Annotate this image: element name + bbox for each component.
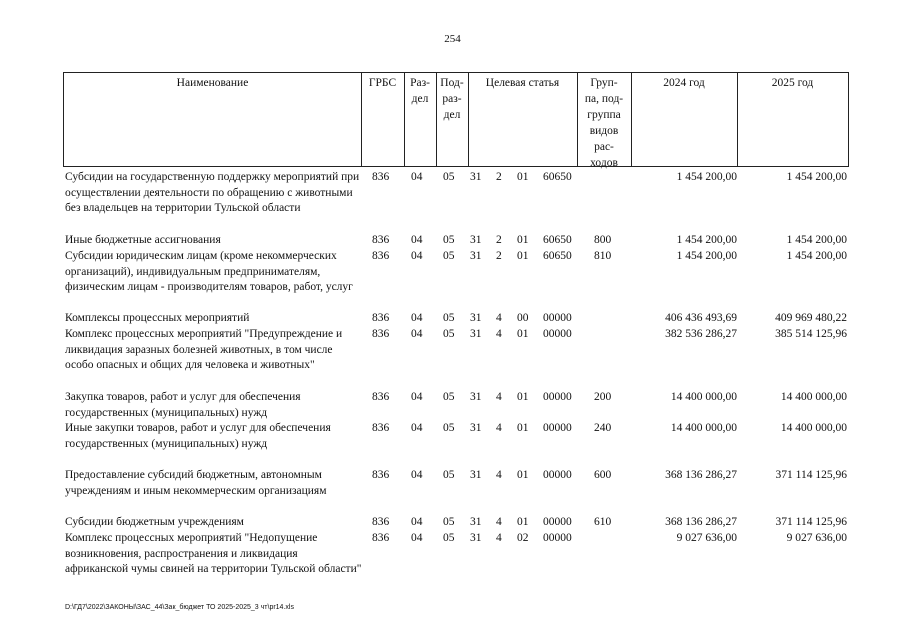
cell-rz: 04 — [411, 312, 423, 324]
cell-t2: 4 — [496, 328, 502, 340]
cell-grbs: 836 — [372, 469, 390, 481]
file-path-footer: D:\ГД7\2022\ЗАКОНЫ\ЗАС_44\Зак_бюджет ТО 2025-2025_3 чт\pr14.xls — [65, 604, 294, 611]
cell-t1: 31 — [470, 469, 482, 481]
header-name: Наименование — [176, 77, 249, 89]
cell-t4: 00000 — [543, 328, 572, 340]
cell-t4: 00000 — [543, 516, 572, 528]
cell-t1: 31 — [470, 328, 482, 340]
cell-t3: 01 — [517, 171, 529, 183]
cell-t4: 00000 — [543, 532, 572, 544]
cell-y2024: 14 400 000,00 — [670, 391, 737, 403]
cell-name: Предоставление субсидий бюджетным, автономным учреждениям и иным некоммерческим организациям — [65, 469, 327, 497]
cell-grbs: 836 — [372, 234, 390, 246]
cell-t2: 4 — [496, 516, 502, 528]
cell-vr: 610 — [594, 516, 612, 528]
cell-pr: 05 — [443, 422, 455, 434]
cell-y2025: 409 969 480,22 — [775, 312, 847, 324]
cell-y2025: 14 400 000,00 — [780, 422, 847, 434]
cell-vr: 240 — [594, 422, 612, 434]
cell-grbs: 836 — [372, 391, 390, 403]
cell-y2025: 371 114 125,96 — [775, 469, 847, 481]
cell-vr: 600 — [594, 469, 612, 481]
cell-t2: 4 — [496, 532, 502, 544]
cell-grbs: 836 — [372, 532, 390, 544]
cell-name: Субсидии юридическим лицам (кроме некоммерческих организаций), индивидуальным предпринимателям, физическим лицам - производителям товаров, работ, услуг — [65, 250, 353, 293]
cell-t2: 4 — [496, 391, 502, 403]
cell-t3: 00 — [517, 312, 529, 324]
cell-rz: 04 — [411, 532, 423, 544]
cell-rz: 04 — [411, 516, 423, 528]
cell-grbs: 836 — [372, 422, 390, 434]
cell-pr: 05 — [443, 469, 455, 481]
cell-y2024: 368 136 286,27 — [665, 469, 737, 481]
cell-t1: 31 — [470, 234, 482, 246]
cell-pr: 05 — [443, 532, 455, 544]
cell-pr: 05 — [443, 391, 455, 403]
cell-name: Комплексы процессных мероприятий — [65, 312, 250, 324]
header-target-article: Целевая статья — [485, 77, 560, 89]
cell-rz: 04 — [411, 234, 423, 246]
cell-t3: 01 — [517, 516, 529, 528]
cell-y2024: 14 400 000,00 — [670, 422, 737, 434]
cell-t2: 2 — [496, 250, 502, 262]
cell-t3: 01 — [517, 250, 529, 262]
cell-t3: 02 — [517, 532, 529, 544]
cell-y2024: 382 536 286,27 — [665, 328, 737, 340]
header-year-2025: 2025 год — [771, 77, 814, 89]
cell-grbs: 836 — [372, 171, 390, 183]
cell-pr: 05 — [443, 328, 455, 340]
cell-t1: 31 — [470, 250, 482, 262]
cell-t2: 2 — [496, 234, 502, 246]
cell-name: Иные бюджетные ассигнования — [65, 234, 221, 246]
cell-y2025: 371 114 125,96 — [775, 516, 847, 528]
cell-t3: 01 — [517, 328, 529, 340]
header-razdel: Раз- дел — [410, 77, 430, 105]
header-podrazdel: Под- раз- дел — [440, 77, 464, 121]
cell-y2024: 368 136 286,27 — [665, 516, 737, 528]
cell-t4: 60650 — [543, 250, 572, 262]
cell-t2: 4 — [496, 469, 502, 481]
cell-t3: 01 — [517, 422, 529, 434]
cell-vr: 200 — [594, 391, 612, 403]
cell-t3: 01 — [517, 391, 529, 403]
cell-t4: 00000 — [543, 422, 572, 434]
cell-t4: 00000 — [543, 312, 572, 324]
cell-t3: 01 — [517, 469, 529, 481]
cell-y2024: 406 436 493,69 — [665, 312, 737, 324]
cell-pr: 05 — [443, 516, 455, 528]
cell-name: Комплекс процессных мероприятий "Недопущение возникновения, распространения и ликвидация африканской чумы свиней на территории Тульской области" — [65, 532, 362, 575]
cell-y2025: 1 454 200,00 — [786, 250, 847, 262]
cell-y2024: 9 027 636,00 — [676, 532, 737, 544]
cell-y2024: 1 454 200,00 — [676, 234, 737, 246]
cell-name: Субсидии бюджетным учреждениям — [65, 516, 244, 528]
cell-rz: 04 — [411, 171, 423, 183]
cell-vr: 800 — [594, 234, 612, 246]
cell-y2025: 1 454 200,00 — [786, 171, 847, 183]
cell-t1: 31 — [470, 171, 482, 183]
cell-t3: 01 — [517, 234, 529, 246]
cell-y2024: 1 454 200,00 — [676, 250, 737, 262]
cell-t4: 00000 — [543, 469, 572, 481]
cell-name: Закупка товаров, работ и услуг для обеспечения государственных (муниципальных) нужд — [65, 391, 301, 419]
cell-name: Иные закупки товаров, работ и услуг для обеспечения государственных (муниципальных) нужд — [65, 422, 331, 450]
cell-t1: 31 — [470, 312, 482, 324]
cell-pr: 05 — [443, 234, 455, 246]
cell-pr: 05 — [443, 171, 455, 183]
cell-t1: 31 — [470, 422, 482, 434]
header-year-2024: 2024 год — [663, 77, 705, 89]
header-expense-group: Груп- па, под- группа видов рас- ходов — [584, 77, 624, 169]
cell-rz: 04 — [411, 469, 423, 481]
cell-rz: 04 — [411, 250, 423, 262]
cell-t1: 31 — [470, 391, 482, 403]
cell-t2: 2 — [496, 171, 502, 183]
cell-grbs: 836 — [372, 312, 390, 324]
cell-pr: 05 — [443, 312, 455, 324]
cell-t1: 31 — [470, 532, 482, 544]
cell-t2: 4 — [496, 422, 502, 434]
cell-vr: 810 — [594, 250, 612, 262]
cell-y2025: 14 400 000,00 — [780, 391, 847, 403]
cell-t4: 60650 — [543, 171, 572, 183]
cell-t2: 4 — [496, 312, 502, 324]
cell-y2024: 1 454 200,00 — [676, 171, 737, 183]
cell-name: Комплекс процессных мероприятий "Предупреждение и ликвидация заразных болезней животных, в том числе особо опасных и общих для человека и животных" — [65, 328, 343, 371]
table-header-frame — [63, 72, 849, 167]
cell-name: Субсидии на государственную поддержку мероприятий при осуществлении деятельности по обращению с животными без владельцев на территории Тульской области — [65, 171, 360, 214]
header-grbs: ГРБС — [368, 77, 397, 89]
cell-y2025: 1 454 200,00 — [786, 234, 847, 246]
cell-grbs: 836 — [372, 328, 390, 340]
cell-t4: 60650 — [543, 234, 572, 246]
cell-pr: 05 — [443, 250, 455, 262]
cell-y2025: 385 514 125,96 — [775, 328, 847, 340]
cell-rz: 04 — [411, 422, 423, 434]
cell-y2025: 9 027 636,00 — [786, 532, 847, 544]
cell-grbs: 836 — [372, 250, 390, 262]
cell-rz: 04 — [411, 391, 423, 403]
cell-rz: 04 — [411, 328, 423, 340]
cell-t4: 00000 — [543, 391, 572, 403]
page-number: 254 — [444, 33, 461, 45]
cell-grbs: 836 — [372, 516, 390, 528]
cell-t1: 31 — [470, 516, 482, 528]
